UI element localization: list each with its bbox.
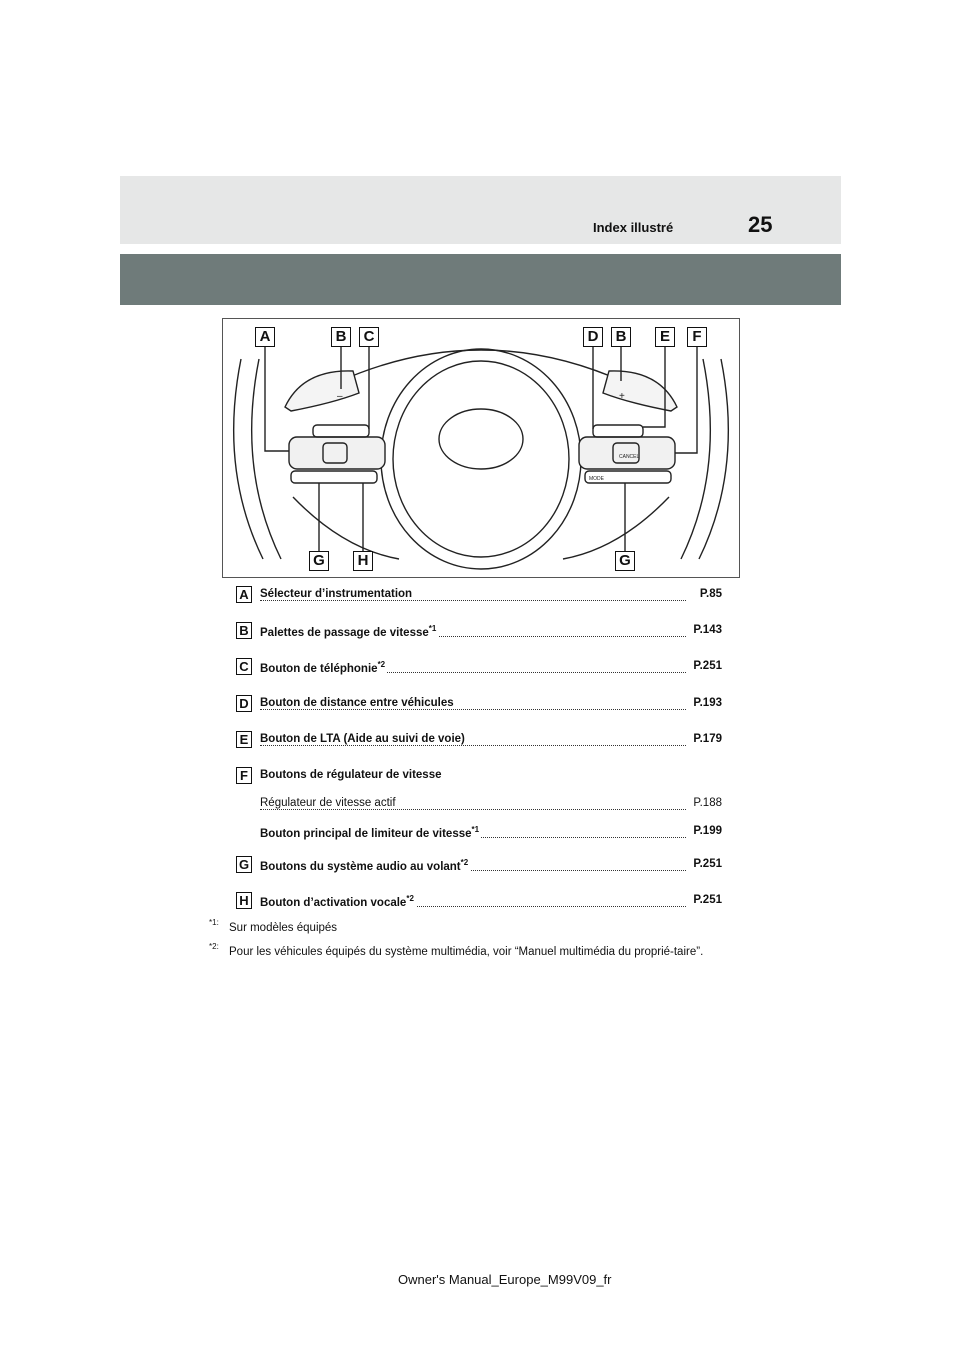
steering-wheel-illustration	[223, 319, 739, 577]
sub-item	[236, 823, 722, 843]
entry-label: Boutons de régulateur de vitesse	[260, 769, 442, 781]
list-item-d	[236, 695, 722, 715]
entry	[260, 825, 722, 841]
leader-dots	[260, 600, 686, 601]
footnote-ref: *1	[471, 825, 480, 834]
right-switch-panel	[579, 437, 675, 469]
wheel-top-arc	[319, 350, 643, 391]
leader-dots	[260, 745, 686, 746]
leader-dots	[260, 709, 686, 710]
list-item-c	[236, 658, 722, 678]
footnote-2	[209, 942, 704, 958]
footnote-ref: *2	[406, 894, 414, 903]
callout-h: H	[353, 551, 373, 571]
entry	[260, 858, 722, 874]
entry-label-text: Bouton principal de limiteur de vitesse	[260, 827, 472, 840]
entry-label	[260, 825, 481, 840]
mode-label: MODE	[589, 476, 604, 482]
entry	[260, 894, 722, 910]
letter-box: D	[236, 695, 252, 712]
sub-item	[236, 795, 722, 815]
left-top-buttons	[313, 425, 369, 437]
page-link[interactable]: P.85	[699, 588, 722, 600]
entry	[260, 697, 722, 713]
wheel-hub-inner	[393, 361, 569, 557]
cancel-label: CANCEL	[619, 454, 640, 460]
entry	[260, 588, 722, 604]
callout-g-right: G	[615, 551, 635, 571]
footnote-mark: *1:	[209, 918, 219, 927]
letter-box: G	[236, 856, 252, 873]
list-item-h	[236, 892, 722, 912]
section-title: Index illustré	[593, 220, 674, 235]
page-link[interactable]: P.251	[693, 894, 722, 906]
entry-label-text: Bouton d’activation vocale	[260, 896, 407, 909]
entry-label: Bouton de LTA (Aide au suivi de voie)	[260, 733, 465, 745]
callout-a: A	[255, 327, 275, 347]
left-switch-panel	[289, 437, 385, 469]
lower-spoke-right	[563, 497, 669, 559]
callout-c: C	[359, 327, 379, 347]
entry-label: Bouton de distance entre véhicules	[260, 697, 454, 709]
list-item-a	[236, 586, 722, 606]
entry	[260, 769, 722, 785]
lower-spoke-left	[293, 497, 399, 559]
callout-b-right: B	[611, 327, 631, 347]
minus-label: –	[337, 391, 343, 402]
paddle-right	[603, 371, 677, 411]
letter-box: F	[236, 767, 252, 784]
callout-g-left: G	[309, 551, 329, 571]
footnote-text: Sur modèles équipés	[229, 922, 338, 934]
letter-box: A	[236, 586, 252, 603]
page-link[interactable]: P.193	[693, 697, 722, 709]
footnote-ref: *2	[460, 858, 469, 867]
entry-label-text: Palettes de passage de vitesse	[260, 626, 429, 639]
page-link[interactable]: P.199	[693, 825, 722, 837]
wheel-rim-right-outer	[699, 359, 728, 559]
list-item-f	[236, 767, 722, 787]
wheel-rim-left-inner	[252, 359, 281, 559]
letter-box: H	[236, 892, 252, 909]
page-number: 25	[748, 212, 773, 237]
footnote-text: Pour les véhicules équipés du système multimédia, voir “Manuel multimédia du proprié-taire”.	[229, 946, 704, 958]
entry-label	[260, 894, 416, 909]
page-link[interactable]: P.251	[693, 858, 722, 870]
entry	[260, 660, 722, 676]
plus-label: +	[619, 391, 625, 402]
entry-label	[260, 660, 387, 675]
page-link[interactable]: P.251	[693, 660, 722, 672]
steering-wheel-figure	[222, 318, 740, 578]
callout-f: F	[687, 327, 707, 347]
entry-label	[260, 858, 470, 873]
letter-box: C	[236, 658, 252, 675]
footnote-ref: *1	[428, 624, 437, 633]
entry-label: Régulateur de vitesse actif	[260, 797, 396, 809]
entry-label: Sélecteur d’instrumentation	[260, 588, 413, 600]
header-band	[120, 176, 841, 244]
entry	[260, 624, 722, 640]
entry	[260, 797, 722, 813]
list-item-b	[236, 622, 722, 642]
callout-e: E	[655, 327, 675, 347]
emblem-oval	[439, 409, 523, 469]
wheel-rim-right-inner	[681, 359, 710, 559]
left-bottom-buttons	[291, 471, 377, 483]
paddle-left	[285, 371, 359, 411]
callout-d: D	[583, 327, 603, 347]
letter-box: E	[236, 731, 252, 748]
callout-b-left: B	[331, 327, 351, 347]
entry-label-text: Bouton de téléphonie	[260, 662, 378, 675]
footer-doc-id: Owner's Manual_Europe_M99V09_fr	[398, 1272, 612, 1287]
list-item-e	[236, 731, 722, 751]
letter-box: B	[236, 622, 252, 639]
leader-dots	[260, 809, 686, 810]
page-link[interactable]: P.188	[693, 797, 722, 809]
right-top-buttons	[593, 425, 643, 437]
entry	[260, 733, 722, 749]
wheel-hub-outer	[381, 349, 581, 569]
leader-f	[675, 345, 697, 453]
wheel-rim-left-outer	[234, 359, 263, 559]
section-band	[120, 254, 841, 305]
page-link[interactable]: P.179	[693, 733, 722, 745]
footnote-1	[209, 918, 338, 934]
footnote-ref: *2	[377, 660, 386, 669]
entry-label-text: Boutons du système audio au volant	[260, 860, 461, 873]
list-item-g	[236, 856, 722, 876]
leader-a	[265, 345, 289, 451]
entry-label	[260, 624, 438, 639]
footnote-mark: *2:	[209, 942, 219, 951]
page-link[interactable]: P.143	[693, 624, 722, 636]
